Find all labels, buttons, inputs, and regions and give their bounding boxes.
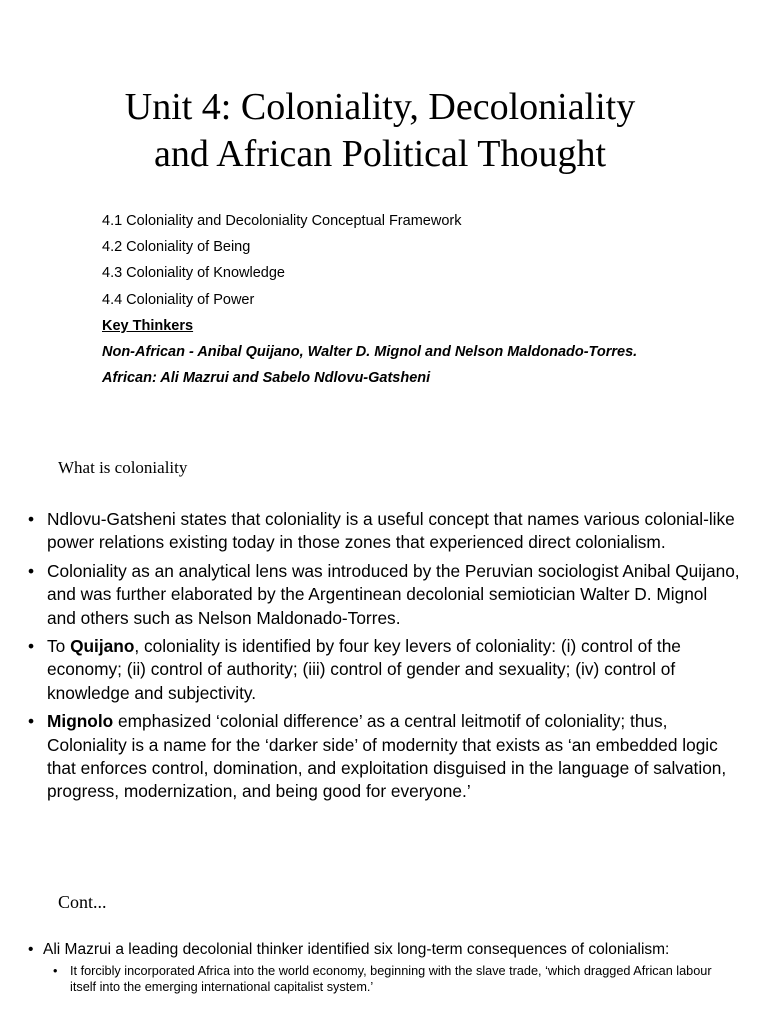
list-item (28, 508, 740, 555)
bullet-list (28, 941, 738, 994)
list-item (28, 635, 740, 705)
bullet-list (28, 508, 740, 809)
bullet-text: emphasized ‘colonial difference’ as a central leitmotif of coloniality; thus, Coloniality is a name for the ‘darker side’ of modernity that exists as ‘an embedded logic that enforces control, domination, and exploitation disguised in the language of salvation, progress, modernization, and being good for everyone.’ (47, 711, 727, 802)
bullet-text: Coloniality as an analytical lens was introduced by the Peruvian sociologist Anibal Quijano, and was further elaborated by the Argentinean decolonial semiotician Walter D. Mignol and others such as Nelson Maldonado-Torres. (47, 560, 740, 628)
non-african-thinkers: Non-African - Anibal Quijano, Walter D. Mignol and Nelson Maldonado-Torres. (102, 343, 638, 360)
bullet-icon: • (53, 963, 58, 978)
outline-item: 4.2 Coloniality of Being (102, 239, 251, 256)
outline-item: 4.1 Coloniality and Decoloniality Conceptual Framework (102, 213, 462, 229)
title-line-2: and African Political Thought (153, 133, 607, 175)
slide-cont (0, 868, 768, 1024)
slide-heading: Cont... (58, 892, 107, 912)
slide-heading: What is coloniality (58, 458, 188, 477)
bullet-text: Ali Mazrui a leading decolonial thinker identified six long-term consequences of colonialism: (43, 941, 670, 958)
slide-title (0, 0, 768, 440)
sub-list-item (53, 963, 730, 995)
outline-item: 4.4 Coloniality of Power (102, 291, 255, 308)
sub-bullet-text: It forcibly incorporated Africa into the world economy, beginning with the slave trade, ‘which dragged African labour itself into the emerging international capitalist system.’ (70, 963, 712, 994)
bullet-text: , coloniality is identified by four key levers of coloniality: (i) control of the economy; (ii) control of authority; (iii) control of gender and sexuality; (iv) control of knowledge and subjectivity. (47, 636, 681, 703)
key-thinkers-heading: Key Thinkers (102, 317, 194, 334)
slide-title-heading (40, 84, 720, 178)
bullet-icon: • (28, 711, 35, 732)
african-thinkers: African: Ali Mazrui and Sabelo Ndlovu-Gatsheni (102, 370, 431, 387)
slide-what-is-coloniality (0, 440, 768, 868)
bullet-icon: • (28, 941, 34, 958)
bullet-keyword: Mignolo (47, 711, 114, 732)
bullet-text: Ndlovu-Gatsheni states that coloniality is a useful concept that names various colonial-like power relations existing today in those zones that experienced direct colonialism. (47, 509, 735, 553)
bullet-text-pre: To (47, 636, 71, 657)
bullet-icon: • (28, 560, 35, 581)
sub-bullet-list (43, 963, 720, 995)
unit-outline (102, 212, 668, 395)
list-item (28, 560, 740, 630)
bullet-keyword: Quijano (70, 636, 135, 657)
title-line-1: Unit 4: Coloniality, Decoloniality (124, 86, 636, 128)
outline-item: 4.3 Coloniality of Knowledge (102, 265, 285, 282)
bullet-icon: • (28, 509, 35, 529)
list-item (28, 710, 740, 804)
list-item (28, 941, 738, 994)
bullet-icon: • (28, 636, 35, 657)
